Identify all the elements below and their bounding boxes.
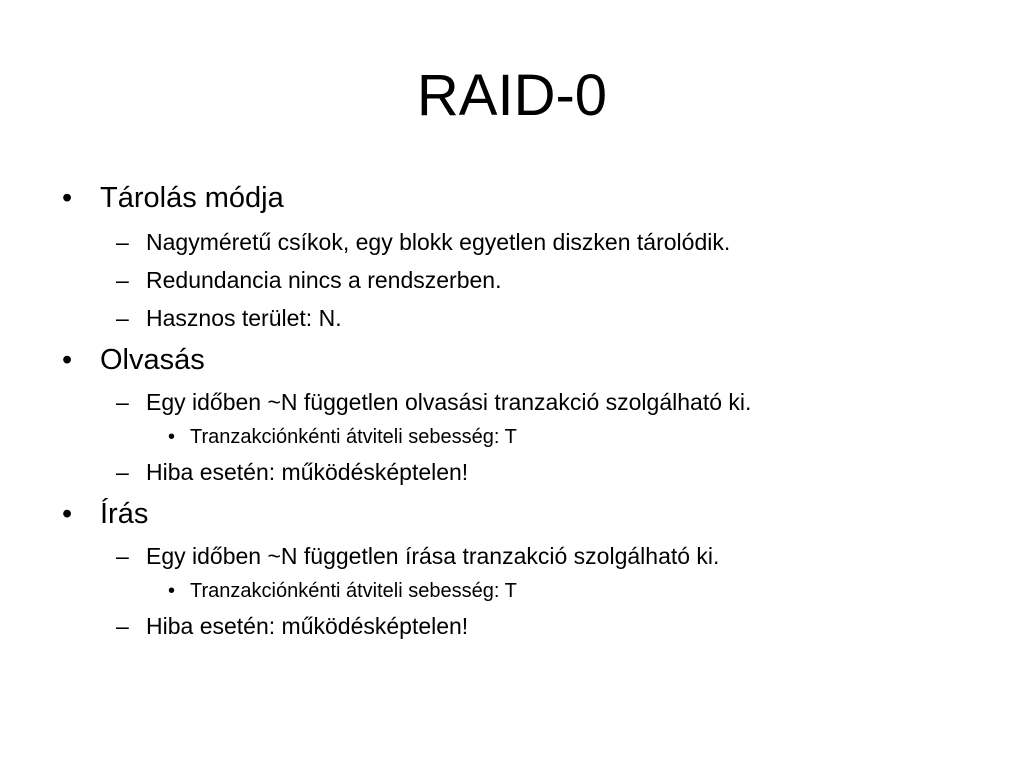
bullet-marker: •	[62, 498, 73, 530]
dash-marker: –	[116, 459, 129, 485]
sub-item-text: Egy időben ~N független írása tranzakció szolgálható ki.	[146, 543, 720, 569]
section-heading: Tárolás módja	[100, 182, 284, 214]
sub-item	[0, 264, 1024, 296]
sub-item	[0, 610, 1024, 642]
sub-item-text: Redundancia nincs a rendszerben.	[146, 267, 502, 293]
sub-item-text: Hiba esetén: működésképtelen!	[146, 459, 469, 485]
bullet-item	[0, 494, 1024, 534]
sub-item-text: Hasznos terület: N.	[146, 305, 342, 331]
sub-item	[0, 386, 1024, 418]
dash-marker: –	[116, 267, 129, 293]
sub-item	[0, 456, 1024, 488]
sub-item-text: Egy időben ~N független olvasási tranzakció szolgálható ki.	[146, 389, 752, 415]
bullet-item	[0, 340, 1024, 380]
bullet-marker: •	[62, 344, 73, 376]
dash-marker: –	[116, 613, 129, 639]
sub-item	[0, 302, 1024, 334]
slide-title: RAID-0	[416, 63, 608, 128]
bullet-marker: •	[62, 182, 73, 214]
sub-item	[0, 226, 1024, 258]
section-heading: Írás	[100, 498, 149, 530]
dash-marker: –	[116, 543, 129, 569]
dash-marker: –	[116, 389, 129, 415]
sub-item-text: Nagyméretű csíkok, egy blokk egyetlen diszken tárolódik.	[146, 229, 731, 255]
bullet-item	[0, 178, 1024, 218]
dash-marker: –	[116, 229, 129, 255]
sub-sub-item	[0, 577, 1024, 605]
dash-marker: –	[116, 305, 129, 331]
sub-item	[0, 540, 1024, 572]
sub-sub-item-text: Tranzakciónkénti átviteli sebesség: T	[190, 426, 517, 448]
section-heading: Olvasás	[100, 344, 205, 376]
sub-sub-item	[0, 423, 1024, 451]
small-bullet-marker: •	[168, 580, 176, 602]
sub-sub-item-text: Tranzakciónkénti átviteli sebesség: T	[190, 580, 517, 602]
small-bullet-marker: •	[168, 426, 176, 448]
sub-item-text: Hiba esetén: működésképtelen!	[146, 613, 469, 639]
